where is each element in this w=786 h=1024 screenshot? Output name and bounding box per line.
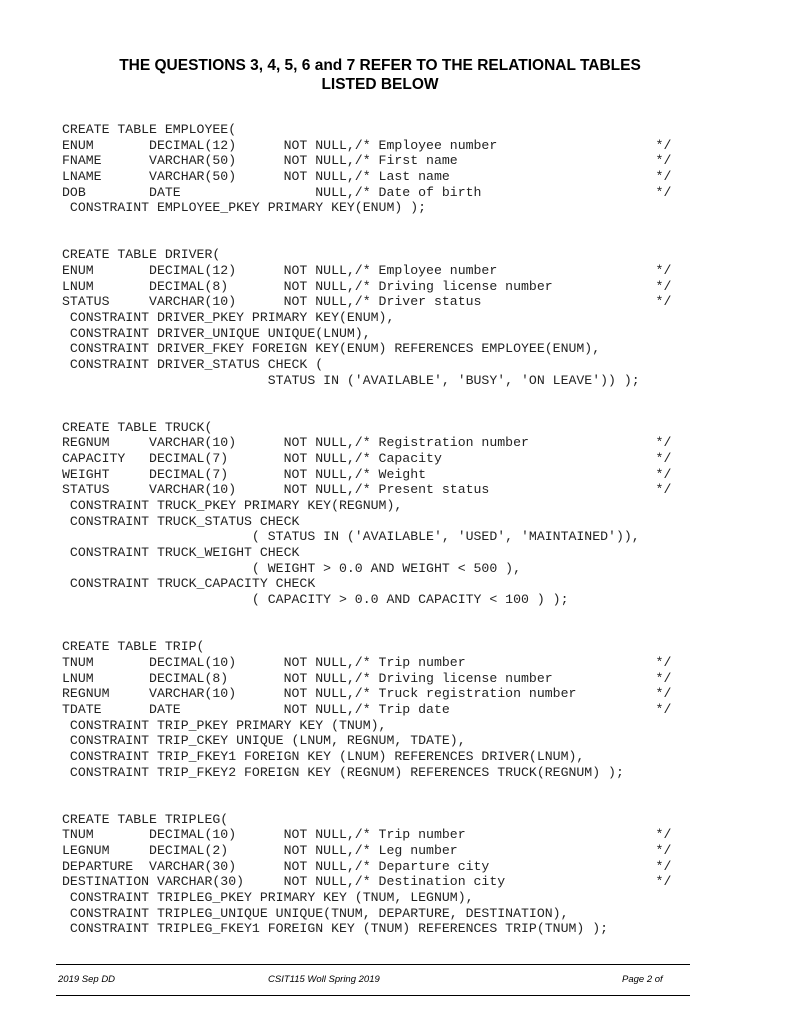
- code-line: CONSTRAINT DRIVER_UNIQUE UNIQUE(LNUM),: [62, 325, 371, 341]
- code-line: LNUM DECIMAL(8) NOT NULL,/* Driving license number */: [62, 670, 672, 686]
- heading-line-1: THE QUESTIONS 3, 4, 5, 6 and 7 REFER TO THE RELATIONAL TABLES: [119, 57, 641, 74]
- code-line: LNUM DECIMAL(8) NOT NULL,/* Driving license number */: [62, 278, 672, 294]
- code-line: DEPARTURE VARCHAR(30) NOT NULL,/* Departure city */: [62, 858, 672, 874]
- code-line: CONSTRAINT TRUCK_WEIGHT CHECK: [62, 545, 300, 561]
- sql-code-block: [62, 122, 671, 937]
- code-line: TNUM DECIMAL(10) NOT NULL,/* Trip number */: [62, 827, 672, 843]
- code-line: ( WEIGHT > 0.0 AND WEIGHT < 500 ),: [62, 560, 521, 576]
- code-line: CONSTRAINT TRUCK_STATUS CHECK: [62, 513, 300, 529]
- code-line: CONSTRAINT TRIPLEG_PKEY PRIMARY KEY (TNUM, LEGNUM),: [62, 889, 474, 905]
- code-line: CAPACITY DECIMAL(7) NOT NULL,/* Capacity */: [62, 451, 672, 467]
- code-line: STATUS IN ('AVAILABLE', 'BUSY', 'ON LEAVE')) );: [62, 372, 640, 388]
- code-line: ENUM DECIMAL(12) NOT NULL,/* Employee number */: [62, 137, 672, 153]
- code-line: CONSTRAINT DRIVER_PKEY PRIMARY KEY(ENUM),: [62, 310, 395, 326]
- code-line: LEGNUM DECIMAL(2) NOT NULL,/* Leg number */: [62, 842, 672, 858]
- code-line: [62, 624, 671, 640]
- code-line: CONSTRAINT TRIP_FKEY1 FOREIGN KEY (LNUM) REFERENCES DRIVER(LNUM),: [62, 748, 585, 764]
- code-line: CONSTRAINT TRIPLEG_UNIQUE UNIQUE(TNUM, DEPARTURE, DESTINATION),: [62, 905, 569, 921]
- page-heading: [60, 56, 700, 94]
- code-line: ENUM DECIMAL(12) NOT NULL,/* Employee number */: [62, 263, 672, 279]
- code-line: CONSTRAINT TRUCK_PKEY PRIMARY KEY(REGNUM),: [62, 498, 403, 514]
- footer-date: 2019 Sep DD: [58, 974, 116, 985]
- footer-page-number: Page 2 of: [622, 974, 663, 985]
- code-line: [62, 388, 671, 404]
- code-line: CONSTRAINT TRIP_CKEY UNIQUE (LNUM, REGNUM, TDATE),: [62, 733, 466, 749]
- code-line: [62, 404, 671, 420]
- code-line: DOB DATE NULL,/* Date of birth */: [62, 184, 672, 200]
- code-line: CREATE TABLE DRIVER(: [62, 247, 221, 263]
- code-line: STATUS VARCHAR(10) NOT NULL,/* Present status */: [62, 482, 672, 498]
- code-line: [62, 216, 671, 232]
- footer-course: CSIT115 Woll Spring 2019: [268, 974, 380, 985]
- code-line: CONSTRAINT TRUCK_CAPACITY CHECK: [62, 576, 316, 592]
- code-line: REGNUM VARCHAR(10) NOT NULL,/* Truck registration number */: [62, 686, 672, 702]
- code-line: [62, 796, 671, 812]
- code-line: WEIGHT DECIMAL(7) NOT NULL,/* Weight */: [62, 466, 672, 482]
- code-line: STATUS VARCHAR(10) NOT NULL,/* Driver status */: [62, 294, 672, 310]
- code-line: CONSTRAINT TRIPLEG_FKEY1 FOREIGN KEY (TNUM) REFERENCES TRIP(TNUM) );: [62, 921, 609, 937]
- code-line: DESTINATION VARCHAR(30) NOT NULL,/* Destination city */: [62, 874, 672, 890]
- code-line: [62, 608, 671, 624]
- code-line: TNUM DECIMAL(10) NOT NULL,/* Trip number */: [62, 654, 672, 670]
- code-line: LNAME VARCHAR(50) NOT NULL,/* Last name */: [62, 169, 672, 185]
- footer-top-rule: [56, 964, 690, 965]
- code-line: FNAME VARCHAR(50) NOT NULL,/* First name */: [62, 153, 672, 169]
- code-line: [62, 780, 671, 796]
- code-line: CREATE TABLE EMPLOYEE(: [62, 122, 237, 137]
- code-line: CONSTRAINT TRIP_PKEY PRIMARY KEY (TNUM),: [62, 717, 387, 733]
- code-line: CONSTRAINT TRIP_FKEY2 FOREIGN KEY (REGNUM) REFERENCES TRUCK(REGNUM) );: [62, 764, 624, 780]
- code-line: CONSTRAINT DRIVER_FKEY FOREIGN KEY(ENUM) REFERENCES EMPLOYEE(ENUM),: [62, 341, 601, 357]
- code-line: [62, 232, 671, 248]
- code-line: CREATE TABLE TRIP(: [62, 639, 205, 655]
- code-line: REGNUM VARCHAR(10) NOT NULL,/* Registration number */: [62, 435, 672, 451]
- code-line: CONSTRAINT EMPLOYEE_PKEY PRIMARY KEY(ENUM) );: [62, 200, 427, 216]
- code-line: TDATE DATE NOT NULL,/* Trip date */: [62, 701, 672, 717]
- code-line: CONSTRAINT DRIVER_STATUS CHECK (: [62, 357, 324, 373]
- code-line: CREATE TABLE TRUCK(: [62, 419, 213, 435]
- footer-bottom-rule: [56, 995, 690, 996]
- code-line: CREATE TABLE TRIPLEG(: [62, 811, 229, 827]
- code-line: ( CAPACITY > 0.0 AND CAPACITY < 100 ) );: [62, 592, 569, 608]
- code-line: ( STATUS IN ('AVAILABLE', 'USED', 'MAINTAINED')),: [62, 529, 640, 545]
- heading-line-2: LISTED BELOW: [321, 76, 439, 93]
